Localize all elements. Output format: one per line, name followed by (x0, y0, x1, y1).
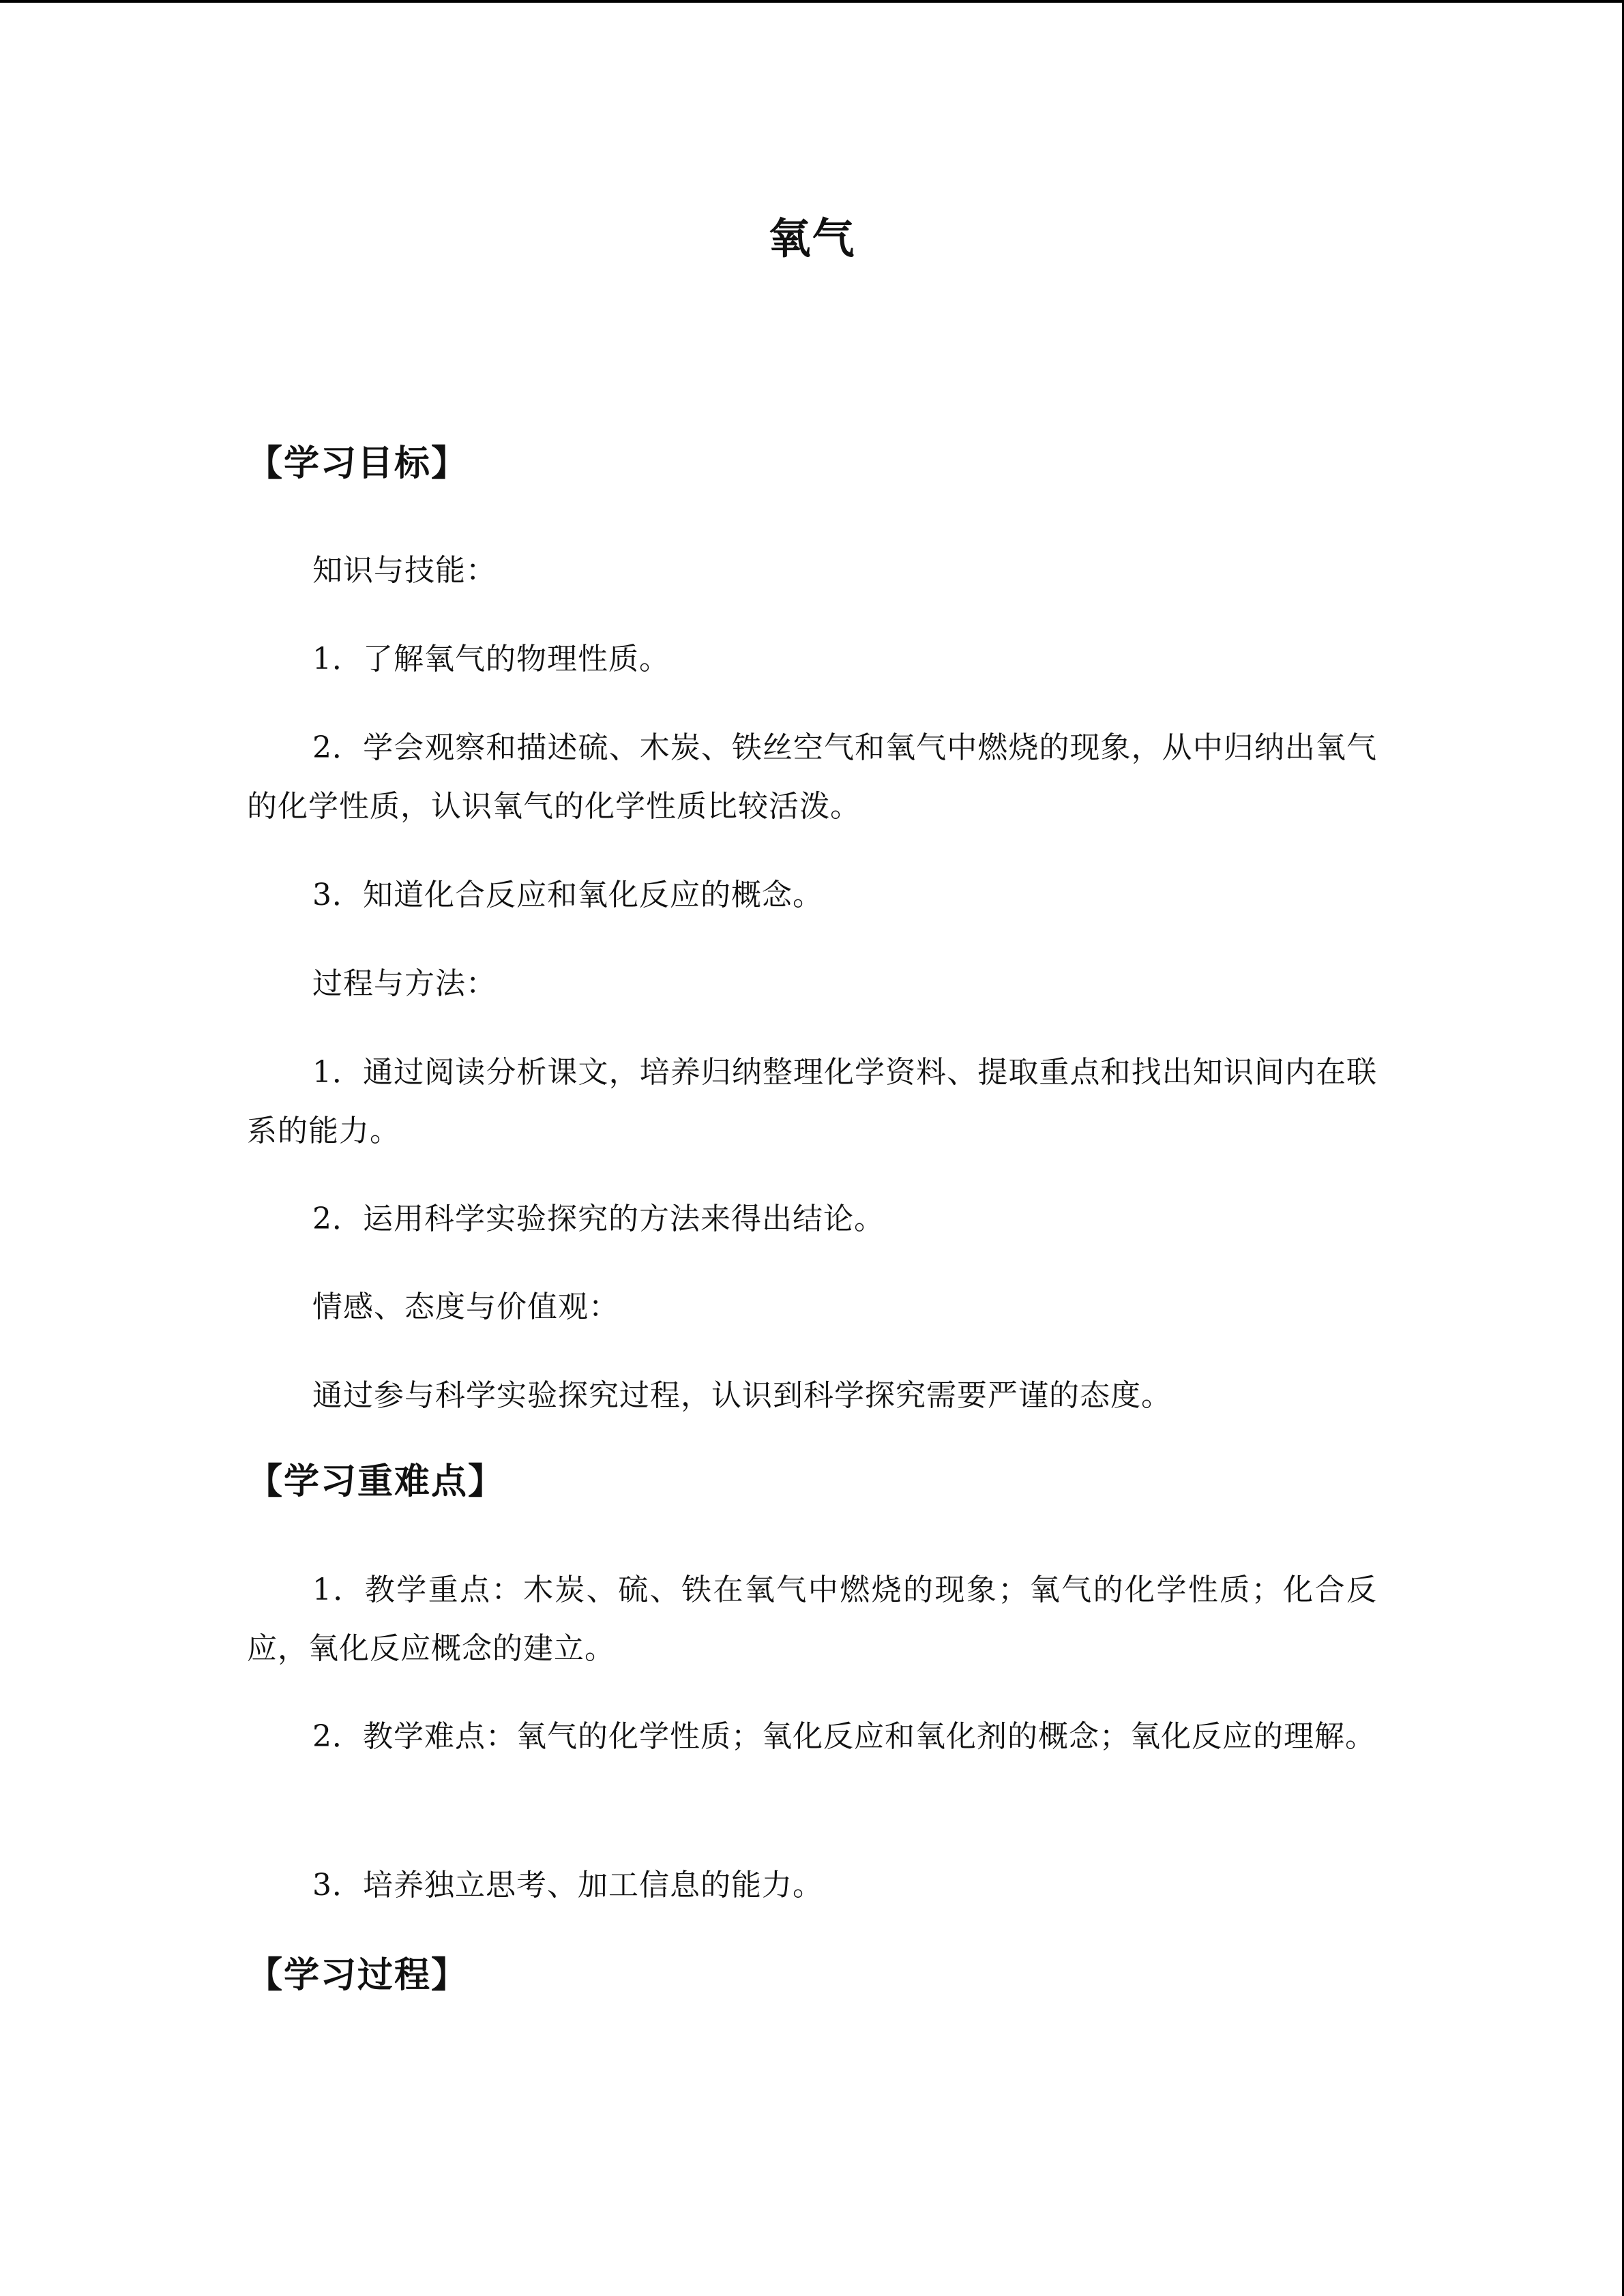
section-heading-learning-process: 【学习过程】 (247, 1954, 469, 1996)
paragraph-key-point-2: 2．教学难点：氧气的化学性质；氧化反应和氧化剂的概念；氧化反应的理解。 (312, 1719, 1376, 1754)
paragraph-attitude-1: 通过参与科学实验探究过程，认识到科学探究需要严谨的态度。 (312, 1378, 1172, 1413)
paragraph-attitude-label: 情感、态度与价值观： (312, 1289, 619, 1324)
section-heading-key-difficult-points: 【学习重难点】 (247, 1461, 505, 1502)
paragraph-method-2: 2．运用科学实验探究的方法来得出结论。 (312, 1202, 885, 1236)
paragraph-method-1: 1．通过阅读分析课文，培养归纳整理化学资料、提取重点和找出知识间内在联系的能力。 (247, 1055, 1377, 1148)
paragraph-goal-1: 1．了解氧气的物理性质。 (312, 642, 670, 676)
document-title: 氧气 (768, 213, 856, 263)
paragraph-process-method-label: 过程与方法： (312, 966, 497, 1001)
paragraph-key-point-3: 3．培养独立思考、加工信息的能力。 (312, 1868, 823, 1903)
top-border-line (0, 0, 1624, 3)
paragraph-key-point-1: 1．教学重点：木炭、硫、铁在氧气中燃烧的现象；氧气的化学性质；化合反应，氧化反应概念的建立。 (247, 1572, 1377, 1666)
section-heading-learning-goals: 【学习目标】 (247, 443, 469, 484)
paragraph-knowledge-skills-label: 知识与技能： (312, 553, 497, 588)
paragraph-goal-2: 2．学会观察和描述硫、木炭、铁丝空气和氧气中燃烧的现象，从中归纳出氧气的化学性质，认识氧气的化学性质比较活泼。 (247, 730, 1377, 824)
paragraph-goal-3: 3．知道化合反应和氧化反应的概念。 (312, 878, 823, 912)
